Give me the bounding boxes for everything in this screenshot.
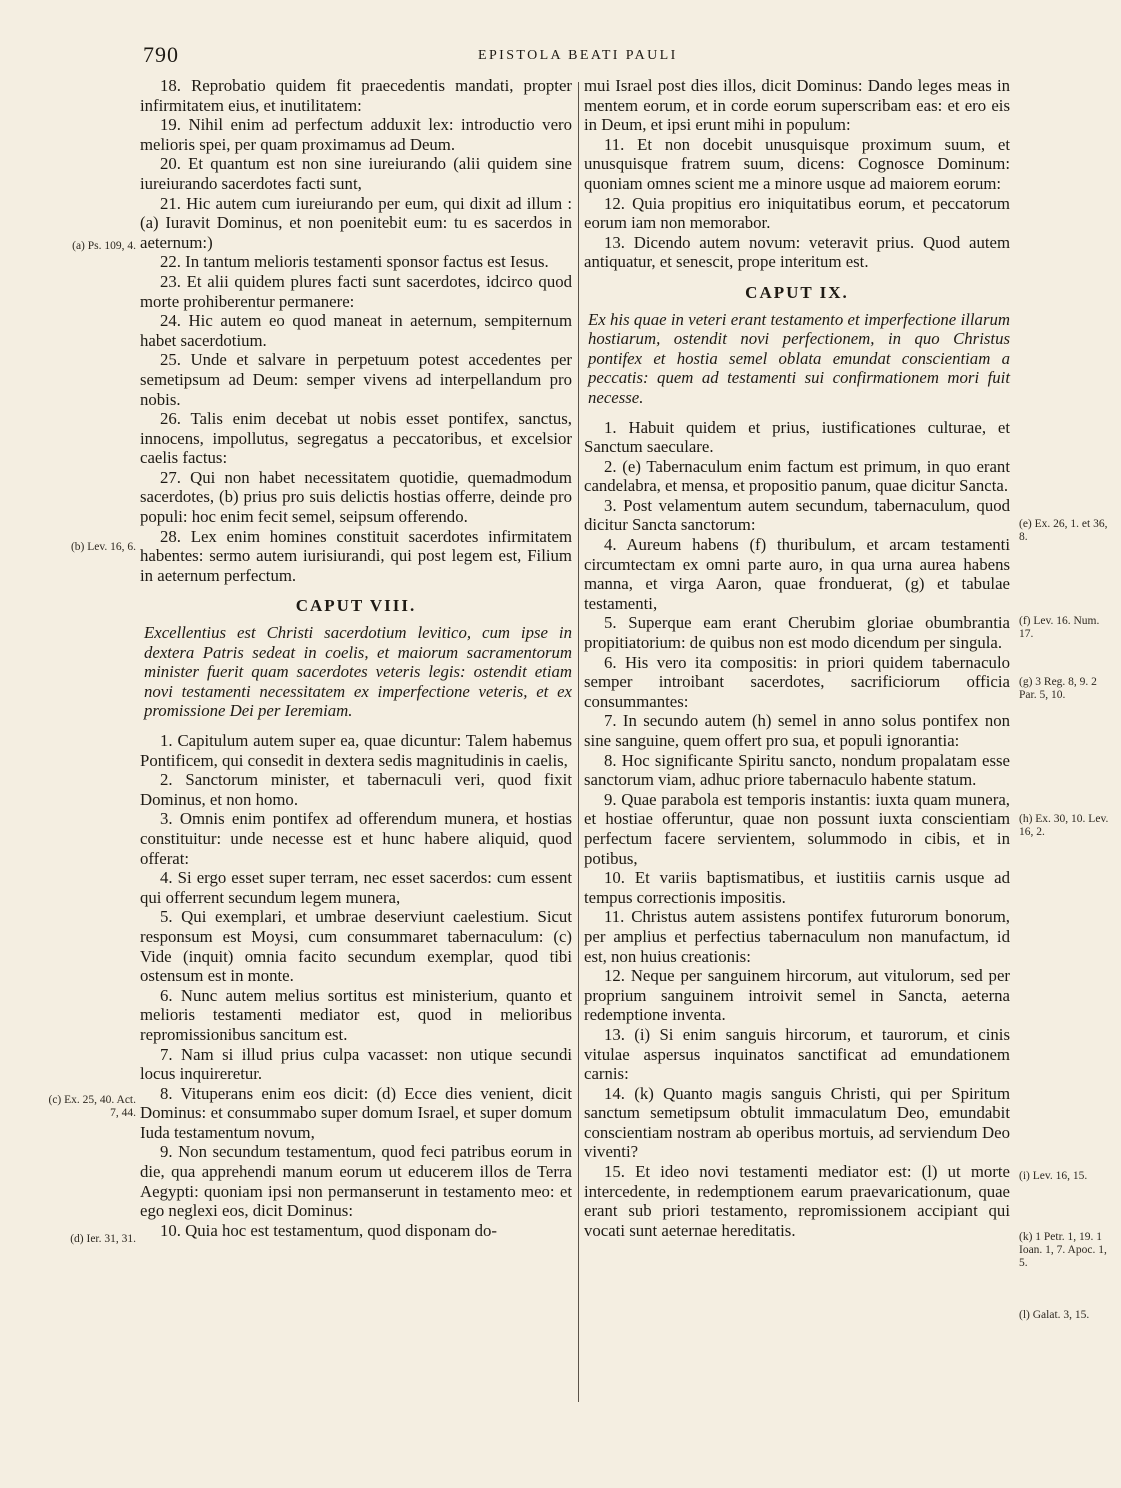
- page-header: [0, 42, 1121, 72]
- verse-ix-12: 12. Neque per sanguinem hircorum, aut vitulorum, sed per proprium sanguinem introivit semel in Sancta, aeterna redemptione inventa.: [584, 966, 1010, 1025]
- verse-8-26: 26. Talis enim decebat ut nobis esset pontifex, sanctus, innocens, impollutus, segregatus a peccatoribus, et excelsior caelis factus:: [140, 409, 572, 468]
- verse-ix-7: 7. In secundo autem (h) semel in anno solus pontifex non sine sanguine, quem offert pro sua, et populi ignorantia:: [584, 711, 1010, 750]
- chapter-summary-ix: Ex his quae in veteri erant testamento et imperfectione illarum hostiarum, ostendit novi perfectionem, in quo Christus pontifex et hostia semel oblata emundat conscientiam a peccatis: quem ad testamenti sui confirmationem mori fuit necesse.: [588, 309, 1010, 407]
- chapter-summary-viii: Excellentius est Christi sacerdotium levitico, cum ipse in dextera Patris sedeat in coelis, et maiorum sacramentorum minister fuerit quam sacerdotes veteris legis: ostendit etiam novi testamenti necessitatem ex imperfectione veteris, et ex promissione Dei per Ieremiam.: [144, 623, 572, 721]
- left-column: [140, 76, 572, 1240]
- verse-ix-11: 11. Christus autem assistens pontifex futurorum bonorum, per amplius et perfectius tabernaculum non manufactum, id est, non huius creationis:: [584, 907, 1010, 966]
- verse-8-25: 25. Unde et salvare in perpetuum potest accedentes per semetipsum ad Deum: semper vivens ad interpellandum pro nobis.: [140, 350, 572, 409]
- verse-viii-10-cont: mui Israel post dies illos, dicit Dominus: Dando leges meas in mentem eorum, et in corde eorum superscribam eas: et ero eis in Deum, et ipsi erunt mihi in populum:: [584, 76, 1010, 135]
- verse-8-18: 18. Reprobatio quidem fit praecedentis mandati, propter infirmitatem eius, et inutilitatem:: [140, 76, 572, 115]
- running-head: EPISTOLA BEATI PAULI: [478, 48, 678, 63]
- verse-ix-3: 3. Post velamentum autem secundum, tabernaculum, quod dicitur Sancta sanctorum:: [584, 495, 1010, 535]
- verse-ix-8: 8. Hoc significante Spiritu sancto, nondum propalatam esse sanctorum viam, adhuc priore tabernaculo habente statum.: [584, 750, 1010, 790]
- verse-ix-13: 13. (i) Si enim sanguis hircorum, et taurorum, et cinis vitulae aspersus inquinatos sanctificat ad emundationem carnis:: [584, 1024, 1010, 1084]
- verse-ix-6: 6. His vero ita compositis: in priori quidem tabernaculo semper introibant sacerdotes, sacrificiorum officia consummantes:: [584, 652, 1010, 711]
- margin-note-h: (h) Ex. 30, 10. Lev. 16, 2.: [1019, 813, 1109, 838]
- column-divider: [578, 82, 579, 1402]
- verse-ix-5: 5. Superque eam erant Cherubim gloriae obumbrantia propitiatorium: de quibus non est modo dicendum per singula.: [584, 613, 1010, 653]
- verse-8-27: 27. Qui non habet necessitatem quotidie, quemadmodum sacerdotes, (b) prius pro suis delictis hostias offerre, deinde pro populi: hoc enim fecit semel, seipsum offerendo.: [140, 467, 572, 527]
- verse-ix-1: 1. Habuit quidem et prius, iustificationes culturae, et Sanctum saeculare.: [584, 417, 1010, 457]
- verse-viii-4: 4. Si ergo esset super terram, nec esset sacerdos: cum essent qui offerrent secundum legem munera,: [140, 868, 572, 907]
- margin-note-a: (a) Ps. 109, 4.: [72, 240, 136, 252]
- margin-note-d: (d) Ier. 31, 31.: [70, 1233, 136, 1245]
- margin-note-e: (e) Ex. 26, 1. et 36, 8.: [1019, 518, 1108, 543]
- verse-viii-2: 2. Sanctorum minister, et tabernaculi veri, quod fixit Dominus, et non homo.: [140, 770, 572, 809]
- margin-note-f: (f) Lev. 16. Num. 17.: [1019, 615, 1100, 640]
- chapter-heading-ix: CAPUT IX.: [745, 282, 849, 302]
- verse-ix-14: 14. (k) Quanto magis sanguis Christi, qui per Spiritum sanctum semetipsum obtulit immaculatum Deo, emundabit conscientiam nostram ab operibus mortuis, ad serviendum Deo viventi?: [584, 1083, 1010, 1162]
- verse-ix-9: 9. Quae parabola est temporis instantis: iuxta quam munera, et hostiae offeruntur, quae non possunt iuxta conscientiam perfectum facere servientem, solummodo in cibis, et in potibus,: [584, 789, 1010, 868]
- verse-ix-2: 2. (e) Tabernaculum enim factum est primum, in quo erant candelabra, et mensa, et propositio panum, quae dicitur Sancta.: [584, 456, 1010, 496]
- verse-8-20: 20. Et quantum est non sine iureiurando (alii quidem sine iureiurando sacerdotes facti sunt,: [140, 154, 572, 193]
- page-number: 790: [143, 42, 179, 67]
- margin-note-b: (b) Lev. 16, 6.: [70, 541, 136, 553]
- verse-ix-15: 15. Et ideo novi testamenti mediator est: (l) ut morte intercedente, in redemptionem earum praevaricationum, quae erant sub priori testamento, repromissionem accipiant qui vocati sunt aeternae hereditatis.: [584, 1162, 1010, 1240]
- verse-viii-7: 7. Nam si illud prius culpa vacasset: non utique secundi locus inquireretur.: [140, 1044, 572, 1084]
- verse-viii-10: 10. Quia hoc est testamentum, quod disponam do-: [160, 1220, 497, 1240]
- verse-viii-6: 6. Nunc autem melius sortitus est ministerium, quanto et melioris testamenti mediator est, quod in melioribus repromissionibus sancitum est.: [140, 985, 572, 1044]
- margin-note-k: (k) 1 Petr. 1, 19. 1 Ioan. 1, 7. Apoc. 1, 5.: [1019, 1231, 1107, 1269]
- verse-ix-4: 4. Aureum habens (f) thuribulum, et arcam testamenti circumtectam ex omni parte auro, in qua urna aurea habens manna, et virga Aaron, quae fronduerat, (g) et tabulae testamenti,: [584, 535, 1010, 613]
- verse-viii-11: 11. Et non docebit unusquisque proximum suum, et unusquisque fratrem suum, dicens: Cognosce Dominum: quoniam omnes scient me a minore usque ad maiorem eorum:: [584, 134, 1010, 193]
- verse-8-24: 24. Hic autem eo quod maneat in aeternum, sempiternum habet sacerdotium.: [140, 311, 572, 350]
- verse-8-28: 28. Lex enim homines constituit sacerdotes infirmitatem habentes: sermo autem iurisiurandi, qui post legem est, Filium in aeternum perfectum.: [140, 526, 572, 585]
- margin-note-l: (l) Galat. 3, 15.: [1019, 1309, 1090, 1321]
- verse-viii-13: 13. Dicendo autem novum: veteravit prius. Quod autem antiquatur, et senescit, prope interitum est.: [584, 232, 1010, 272]
- margin-note-g: (g) 3 Reg. 8, 9. 2 Par. 5, 10.: [1019, 676, 1097, 701]
- chapter-heading-viii: CAPUT VIII.: [295, 596, 417, 616]
- verse-8-23: 23. Et alii quidem plures facti sunt sacerdotes, idcirco quod morte prohiberentur permanere:: [140, 271, 572, 311]
- verse-viii-8: 8. Vituperans enim eos dicit: (d) Ecce dies venient, dicit Dominus: et consummabo super domum Israel, et super domum Iuda testamentum novum,: [140, 1083, 572, 1142]
- verse-viii-9: 9. Non secundum testamentum, quod feci patribus eorum in die, qua apprehendi manum eorum ut educerem illos de Terra Aegypti: quoniam ipsi non permanserunt in testamento meo: et ego neglexi eos, dicit Dominus:: [140, 1142, 572, 1221]
- margin-note-i: (i) Lev. 16, 15.: [1019, 1170, 1088, 1182]
- verse-8-19: 19. Nihil enim ad perfectum adduxit lex: introductio vero melioris spei, per quam proximamus ad Deum.: [140, 115, 572, 154]
- verse-viii-1: 1. Capitulum autem super ea, quae dicuntur: Talem habemus Pontificem, qui consedit in dextera sedis magnitudinis in caelis,: [140, 731, 572, 770]
- verse-8-22: 22. In tantum melioris testamenti sponsor factus est Iesus.: [160, 252, 549, 272]
- right-column: [584, 76, 1010, 1240]
- verse-viii-5: 5. Qui exemplari, et umbrae deserviunt caelestium. Sicut responsum est Moysi, cum consummaret tabernaculum: (c) Vide (inquit) omnia facito secundum exemplar, quod tibi ostensum est in monte.: [140, 907, 572, 986]
- verse-ix-10: 10. Et variis baptismatibus, et iustitiis carnis usque ad tempus correctionis impositis.: [584, 868, 1010, 907]
- margin-note-c: (c) Ex. 25, 40. Act. 7, 44.: [48, 1094, 136, 1119]
- verse-8-21: 21. Hic autem cum iureiurando per eum, qui dixit ad illum : (a) Iuravit Dominus, et non poenitebit eum: tu es sacerdos in aeternum:): [140, 193, 572, 252]
- verse-viii-12: 12. Quia propitius ero iniquitatibus eorum, et peccatorum eorum iam non memorabor.: [584, 193, 1010, 233]
- verse-viii-3: 3. Omnis enim pontifex ad offerendum munera, et hostias constituitur: unde necesse est et hunc habere aliquid, quod offerat:: [140, 809, 572, 868]
